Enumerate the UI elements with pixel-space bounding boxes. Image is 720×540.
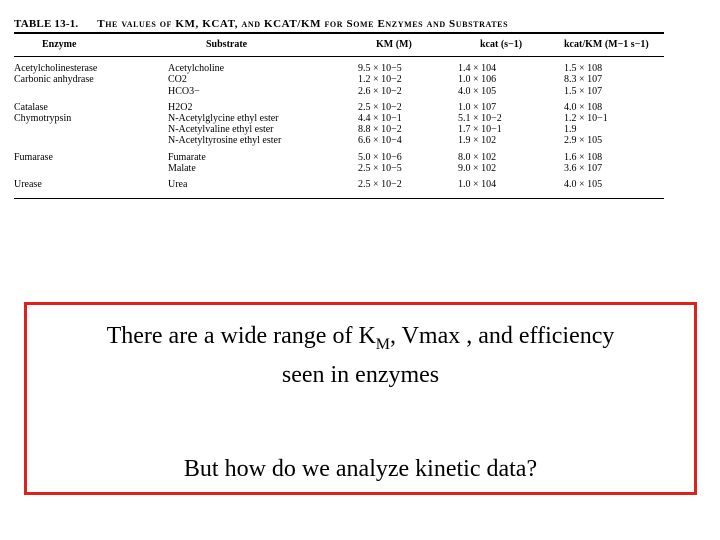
header-efficiency: kcat/KM (M−1 s−1) [564,39,649,50]
cell-km: 8.8 × 10−2 [358,124,402,136]
cell-km: 4.4 × 10−1 [358,113,402,125]
cell-substrate: CO2 [168,74,187,86]
table-title: The values of KM, KCAT, and KCAT/KM for Some Enzymes and Substrates [97,18,509,30]
cell-substrate: N-Acetylvaline ethyl ester [168,124,274,136]
table-row [14,124,664,135]
header-substrate: Substrate [206,39,248,50]
km-subscript: M [375,336,391,353]
cell-kcat: 1.7 × 10−1 [458,124,502,136]
cell-enzyme: Acetylcholinesterase [14,63,98,75]
range-statement-end: , Vmax , and efficiency [390,323,615,349]
header-enzyme: Enzyme [42,39,77,50]
cell-substrate: HCO3− [168,85,200,97]
cell-kcat: 1.0 × 106 [458,74,497,86]
cell-km: 2.6 × 10−2 [358,85,402,97]
cell-enzyme: Catalase [14,101,48,113]
cell-substrate: N-Acetyltyrosine ethyl ester [168,135,282,147]
cell-substrate: H2O2 [168,101,193,113]
cell-enzyme [14,135,168,146]
table-row [14,147,664,163]
cell-enzyme: Fumarase [14,151,53,163]
cell-efficiency: 1.5 × 108 [564,63,603,75]
cell-efficiency: 4.0 × 105 [564,179,603,191]
cell-enzyme: Urease [14,179,42,191]
question-text: But how do we analyze kinetic data? [183,456,538,482]
cell-efficiency: 1.6 × 108 [564,151,603,163]
cell-kcat: 1.0 × 104 [458,179,497,191]
enzyme-table [14,34,664,198]
cell-km: 5.0 × 10−6 [358,151,402,163]
cell-substrate: Malate [168,162,196,174]
cell-kcat: 9.0 × 102 [458,162,497,174]
bottom-rule [14,198,664,199]
cell-substrate: Fumarate [168,151,206,163]
table-row [14,86,664,97]
cell-km: 6.6 × 10−4 [358,135,402,147]
table-row [14,135,664,146]
cell-kcat: 4.0 × 105 [458,85,497,97]
table-row [14,97,664,113]
cell-efficiency: 3.6 × 107 [564,162,603,174]
cell-substrate: Urea [168,179,188,191]
cell-kcat: 1.0 × 107 [458,101,497,113]
header-kcat: kcat (s−1) [480,39,523,50]
cell-kcat: 1.4 × 104 [458,63,497,75]
enzyme-kinetics-table-figure [14,16,664,199]
table-row [14,163,664,174]
cell-efficiency: 4.0 × 108 [564,101,603,113]
cell-kcat: 8.0 × 102 [458,151,497,163]
cell-km: 2.5 × 10−2 [358,179,402,191]
table-row [14,113,664,124]
cell-substrate: N-Acetylglycine ethyl ester [168,113,279,125]
cell-km: 2.5 × 10−5 [358,162,402,174]
table-header-row [14,34,664,56]
range-statement-start: There are a wide range of K [106,323,376,349]
cell-enzyme: Chymotrypsin [14,113,72,125]
info-text-box [24,302,697,495]
table-row [14,74,664,85]
cell-kcat: 1.9 × 102 [458,135,497,147]
table-row [14,57,664,74]
range-statement-line2: seen in enzymes [281,362,440,388]
range-statement [27,321,694,390]
cell-enzyme [14,124,168,135]
cell-enzyme: Carbonic anhydrase [14,74,94,86]
cell-km: 1.2 × 10−2 [358,74,402,86]
cell-efficiency: 1.5 × 107 [564,85,603,97]
cell-km: 2.5 × 10−2 [358,101,402,113]
header-km: KM (M) [376,39,412,50]
cell-kcat: 5.1 × 10−2 [458,113,502,125]
cell-efficiency: 2.9 × 105 [564,135,603,147]
cell-enzyme [14,86,168,97]
table-row [14,174,664,198]
cell-enzyme [14,163,168,174]
cell-substrate: Acetylcholine [168,63,225,75]
cell-efficiency: 8.3 × 107 [564,74,603,86]
table-number: TABLE 13-1. [14,18,79,30]
cell-efficiency: 1.9 [564,124,577,136]
cell-efficiency: 1.2 × 10−1 [564,113,608,125]
cell-km: 9.5 × 10−5 [358,63,402,75]
table-caption [14,16,664,32]
